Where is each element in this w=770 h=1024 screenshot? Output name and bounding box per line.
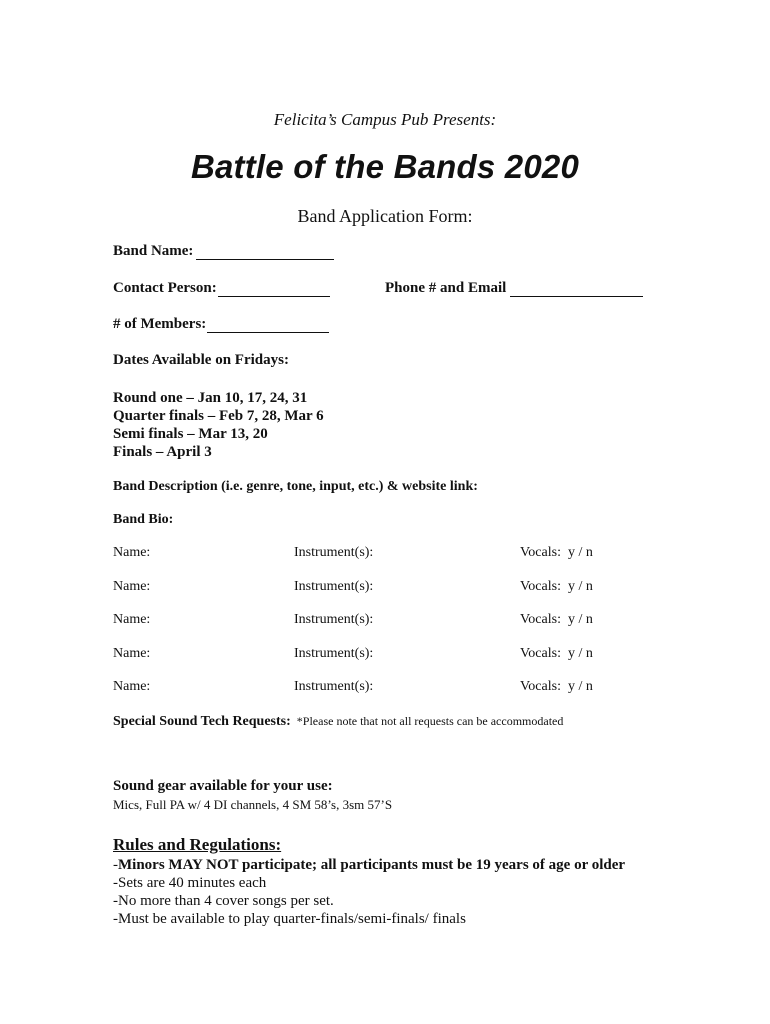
member-vocals-label: Vocals: y / n [520, 612, 593, 627]
member-vocals-label: Vocals: y / n [520, 679, 593, 694]
rule-set-length: -Sets are 40 minutes each [113, 875, 267, 891]
member-name-label: Name: [113, 579, 151, 594]
sound-gear-heading: Sound gear available for your use: [113, 778, 333, 794]
member-name-label: Name: [113, 679, 151, 694]
member-instrument-label: Instrument(s): [294, 646, 374, 661]
rule-minors [113, 856, 625, 874]
page-title: Battle of the Bands 2020 [190, 148, 580, 185]
contact-person-blank[interactable] [218, 282, 330, 297]
dates-list [113, 389, 324, 461]
member-row [113, 545, 150, 561]
date-semi-finals: Semi finals – Mar 13, 20 [113, 426, 268, 442]
band-name-field[interactable] [113, 243, 334, 260]
member-instrument-label: Instrument(s): [294, 612, 374, 627]
member-row [113, 646, 150, 662]
contact-person-field[interactable] [113, 280, 330, 297]
rules-list [113, 856, 625, 928]
member-vocals-label: Vocals: y / n [520, 545, 593, 560]
presenter-line: Felicita’s Campus Pub Presents: [273, 110, 497, 129]
member-instrument-label: Instrument(s): [294, 579, 374, 594]
sound-gear-detail: Mics, Full PA w/ 4 DI channels, 4 SM 58’s, 3sm 57’S [113, 797, 393, 812]
member-name-label: Name: [113, 646, 151, 661]
member-row [113, 612, 150, 628]
rules-heading: Rules and Regulations: [113, 835, 282, 854]
members-field[interactable] [113, 316, 329, 333]
rule-dash: - [113, 857, 118, 873]
member-row [113, 579, 150, 595]
member-vocals-label: Vocals: y / n [520, 646, 593, 661]
contact-person-label: Contact Person: [113, 280, 217, 296]
date-finals: Finals – April 3 [113, 444, 212, 460]
sound-requests-label: Special Sound Tech Requests: [113, 714, 291, 729]
member-name-label: Name: [113, 612, 151, 627]
band-description-label: Band Description (i.e. genre, tone, input, etc.) & website link: [113, 479, 478, 494]
phone-email-blank[interactable] [510, 282, 643, 297]
rule-minors-text: Minors MAY NOT participate; all participants must be 19 years of age or older [118, 857, 626, 873]
member-instrument-label: Instrument(s): [294, 679, 374, 694]
phone-email-label: Phone # and Email [385, 280, 507, 296]
phone-email-field[interactable] [385, 280, 643, 297]
form-subtitle: Band Application Form: [297, 206, 473, 226]
members-label: # of Members: [113, 316, 207, 332]
date-quarter-finals: Quarter finals – Feb 7, 28, Mar 6 [113, 408, 324, 424]
member-row [113, 679, 150, 695]
band-bio-heading: Band Bio: [113, 512, 174, 527]
sound-requests-note: *Please note that not all requests can be accommodated [296, 714, 564, 728]
member-instrument-label: Instrument(s): [294, 545, 374, 560]
dates-heading: Dates Available on Fridays: [113, 352, 289, 368]
member-vocals-label: Vocals: y / n [520, 579, 593, 594]
member-name-label: Name: [113, 545, 151, 560]
rule-cover-songs: -No more than 4 cover songs per set. [113, 893, 334, 909]
members-blank[interactable] [207, 318, 329, 333]
sound-requests-line [113, 712, 563, 730]
band-name-label: Band Name: [113, 243, 194, 259]
date-round-one: Round one – Jan 10, 17, 24, 31 [113, 390, 308, 406]
rule-availability: -Must be available to play quarter-finals/semi-finals/ finals [113, 911, 466, 927]
band-name-blank[interactable] [196, 245, 334, 260]
